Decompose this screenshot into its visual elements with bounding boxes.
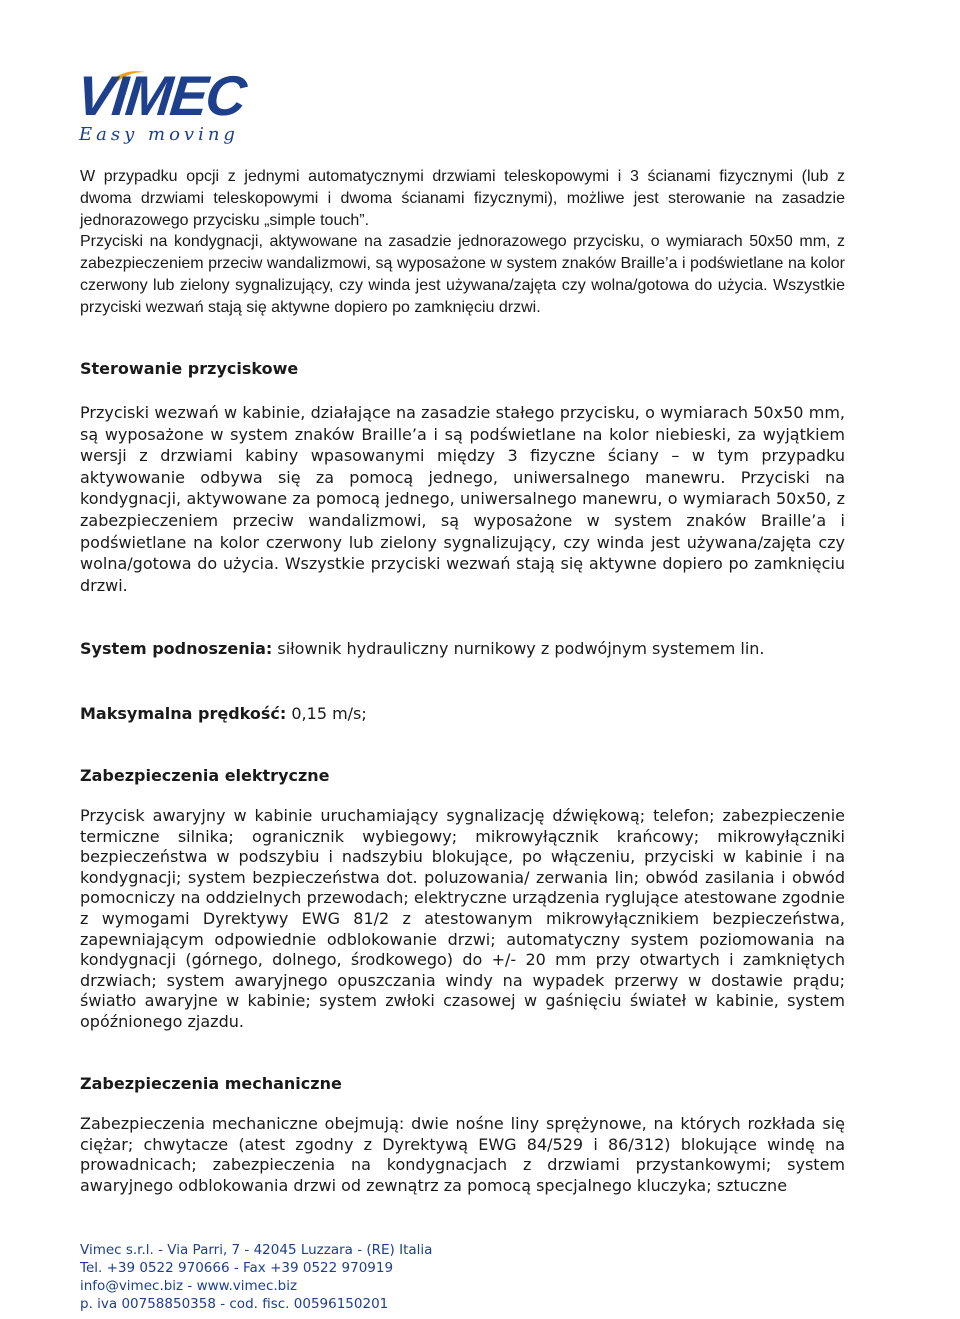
mechaniczne-body: Zabezpieczenia mechaniczne obejmują: dwie nośne liny sprężynowe, na których rozkłada się ciężar; chwytacze (atest zgodny z Dyrektywą EWG 84/529 i 86/312) blokujące windę na prowadnicach; zabezpieczenia na kondygnacjach z drzwiami przystankowymi; system awaryjnego odblokowania drzwi od zewnątrz za pomocą specjalnego kluczyka; sztuczne: [80, 1114, 845, 1195]
system-podnoszenia: [80, 638, 845, 660]
footer-email-web: info@vimec.biz - www.vimec.biz: [80, 1278, 298, 1294]
footer-address: Vimec s.r.l. - Via Parri, 7 - 42045 Luzzara - (RE) Italia: [80, 1242, 433, 1258]
intro-section: [80, 166, 845, 319]
zabezpieczenia-elektryczne-section: [80, 765, 845, 1033]
mechaniczne-heading: Zabezpieczenia mechaniczne: [80, 1074, 342, 1093]
sterowanie-body: Przyciski wezwań w kabinie, działające na zasadzie stałego przycisku, o wymiarach 50x50 mm, są wyposażone w system znaków Braille’a i są podświetlane na kolor niebieski, za wyjątkiem wersji z drzwiami kabiny wpasowanymi między 3 fizyczne ściany – w tym przypadku aktywowanie odbywa się za pomocą jednego, uniwersalnego manewru. Przyciski na kondygnacji, aktywowane za pomocą jednego, uniwersalnego manewru, o wymiarach 50x50, z zabezpieczeniem przeciw wandalizmowi, są wyposażone w system znaków Braille’a i podświetlane na kolor czerwony lub zielony sygnalizujący, czy winda jest używana/zajęta czy wolna/gotowa do użycia. Wszystkie przyciski wezwań stają się aktywne dopiero po zamknięciu drzwi.: [80, 403, 845, 595]
max-predkosc-value: 0,15 m/s;: [286, 704, 367, 723]
system-podnoszenia-value: siłownik hydrauliczny nurnikowy z podwójnym systemem lin.: [272, 639, 765, 658]
intro-paragraph-2: Przyciski na kondygnacji, aktywowane na zasadzie jednorazowego przycisku, o wymiarach 50x50 mm, z zabezpieczeniem przeciw wandalizmowi, są wyposażone w system znaków Braille’a i podświetlane na kolor czerwony lub zielony sygnalizujący, czy winda jest używana/zajęta czy wolna/gotowa do użycia. Wszystkie przyciski wezwań stają się aktywne dopiero po zamknięciu drzwi.: [80, 233, 845, 316]
footer-phone: Tel. +39 0522 970666 - Fax +39 0522 970919: [80, 1260, 394, 1276]
sterowanie-heading: Sterowanie przyciskowe: [80, 359, 299, 378]
vimec-logo: [73, 64, 248, 156]
logo-brand: VIMEC: [73, 64, 248, 127]
max-predkosc: [80, 703, 845, 725]
footer-contact: [80, 1241, 432, 1313]
logo-tagline: Easy moving: [79, 124, 239, 145]
system-podnoszenia-label: System podnoszenia:: [80, 639, 273, 658]
elektryczne-heading: Zabezpieczenia elektryczne: [80, 766, 330, 785]
max-predkosc-label: Maksymalna prędkość:: [80, 704, 287, 723]
intro-paragraph-1: W przypadku opcji z jednymi automatycznymi drzwiami teleskopowymi i 3 ścianami fizycznymi (lub z dwoma drzwiami teleskopowymi i dwoma ścianami fizycznymi), możliwe jest sterowanie na zasadzie jednorazowego przycisku „simple touch”.: [80, 168, 845, 229]
sterowanie-section: [80, 358, 845, 596]
footer-tax-ids: p. iva 00758850358 - cod. fisc. 00596150201: [80, 1296, 389, 1312]
zabezpieczenia-mechaniczne-section: [80, 1073, 845, 1196]
elektryczne-body: Przycisk awaryjny w kabinie uruchamiający sygnalizację dźwiękową; telefon; zabezpieczenie termiczne silnika; ogranicznik wybiegowy; mikrowyłącznik krańcowy; mikrowyłączniki bezpieczeństwa w podszybiu i nadszybiu blokujące, po włączeniu, przyciski w kabinie i na kondygnacji; system bezpieczeństwa dot. poluzowania/ zerwania lin; obwód zasilania i obwód pomocniczy na oddzielnych przewodach; elektryczne urządzenia ryglujące atestowane zgodnie z wymogami Dyrektywy EWG 81/2 z atestowanym mikrowyłącznikiem bezpieczeństwa, zapewniającym odpowiednie odblokowanie drzwi; automatyczny system poziomowania na kondygnacji (górnego, dolnego, środkowego) do +/- 20 mm przy otwartych i zamkniętych drzwiach; system awaryjnego opuszczania windy na wypadek przerwy w dostawie prądu; światło awaryjne w kabinie; system zwłoki czasowej w gaśnięciu świateł w kabinie, system opóźnionego zjazdu.: [80, 806, 845, 1031]
